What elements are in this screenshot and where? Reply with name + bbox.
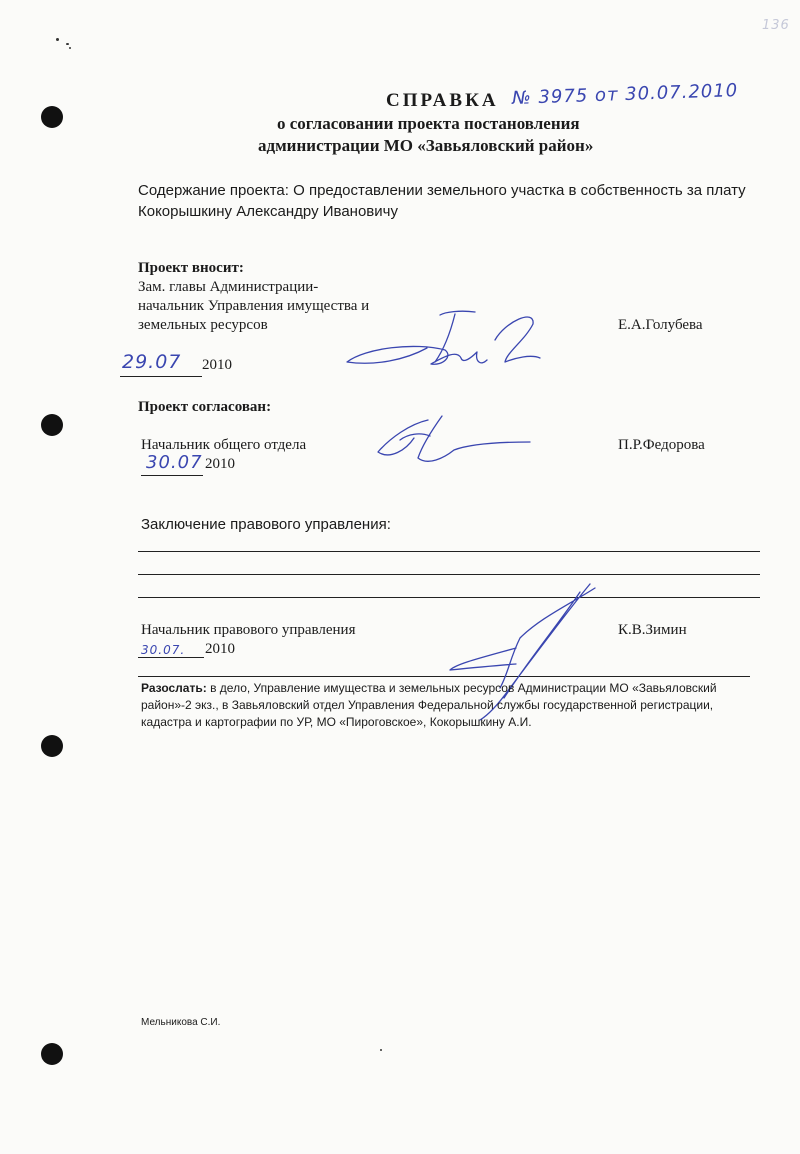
document-subtitle-line2: администрации МО «Завьяловский район» <box>258 136 594 155</box>
project-content-text: О предоставлении земельного участка в собственность за плату <box>293 182 746 199</box>
proposer-position-line2: начальник Управления имущества и <box>138 298 370 314</box>
legal-date-handwritten: 30.07. <box>141 643 186 657</box>
distribution-label: Разослать: <box>141 681 207 695</box>
scan-speck <box>66 43 69 45</box>
legal-position: Начальник правового управления <box>141 622 356 638</box>
proposer-date-underline <box>120 376 202 377</box>
legal-conclusion-line <box>138 551 760 552</box>
proposer-heading: Проект вносит: <box>138 260 244 276</box>
punch-hole <box>41 1043 63 1065</box>
project-content-line2: Кокорышкину Александру Ивановичу <box>138 203 398 220</box>
approval-signature <box>370 410 540 470</box>
distribution-line2: район»-2 экз., в Завьяловский отдел Управления Федеральной службы государственной регистрации, <box>141 698 714 712</box>
approval-position: Начальник общего отдела <box>141 437 307 453</box>
proposer-name: Е.А.Голубева <box>618 317 703 333</box>
distribution-line1: Разослать: в дело, Управление имущества и земельных ресурсов Администрации МО «Завьяловский <box>141 681 717 695</box>
punch-hole <box>41 414 63 436</box>
proposer-position-line1: Зам. главы Администрации- <box>138 279 319 295</box>
legal-conclusion-line <box>138 574 760 575</box>
distribution-line3: кадастра и картографии по УР, МО «Пироговское», Кокорышкину А.И. <box>141 715 532 729</box>
approval-date-handwritten: 30.07 <box>146 452 203 473</box>
legal-date-underline <box>138 657 204 658</box>
punch-hole <box>41 106 63 128</box>
proposer-signature <box>335 300 555 380</box>
scan-speck <box>380 1049 382 1051</box>
page-number-mark: 136 <box>762 18 790 33</box>
document-title: СПРАВКА <box>386 90 499 111</box>
legal-name: К.В.Зимин <box>618 622 687 638</box>
proposer-position-line3: земельных ресурсов <box>138 317 268 333</box>
proposer-date-year: 2010 <box>202 357 232 373</box>
handwritten-doc-number: № 3975 от 30.07.2010 <box>511 80 739 109</box>
legal-date-year: 2010 <box>205 641 235 657</box>
approval-heading: Проект согласован: <box>138 399 272 415</box>
scan-speck <box>56 38 59 41</box>
approval-date-year: 2010 <box>205 456 235 472</box>
approval-name: П.Р.Федорова <box>618 437 705 453</box>
scan-speck <box>69 47 71 49</box>
distribution-block <box>141 680 766 731</box>
project-content-label: Содержание проекта: <box>138 182 289 199</box>
executor-name: Мельникова С.И. <box>141 1017 221 1028</box>
proposer-date-handwritten: 29.07 <box>122 351 182 373</box>
approval-date-underline <box>141 475 203 476</box>
document-subtitle-line1: о согласовании проекта постановления <box>277 114 580 133</box>
project-content <box>138 182 746 199</box>
punch-hole <box>41 735 63 757</box>
legal-label: Заключение правового управления: <box>141 516 391 533</box>
